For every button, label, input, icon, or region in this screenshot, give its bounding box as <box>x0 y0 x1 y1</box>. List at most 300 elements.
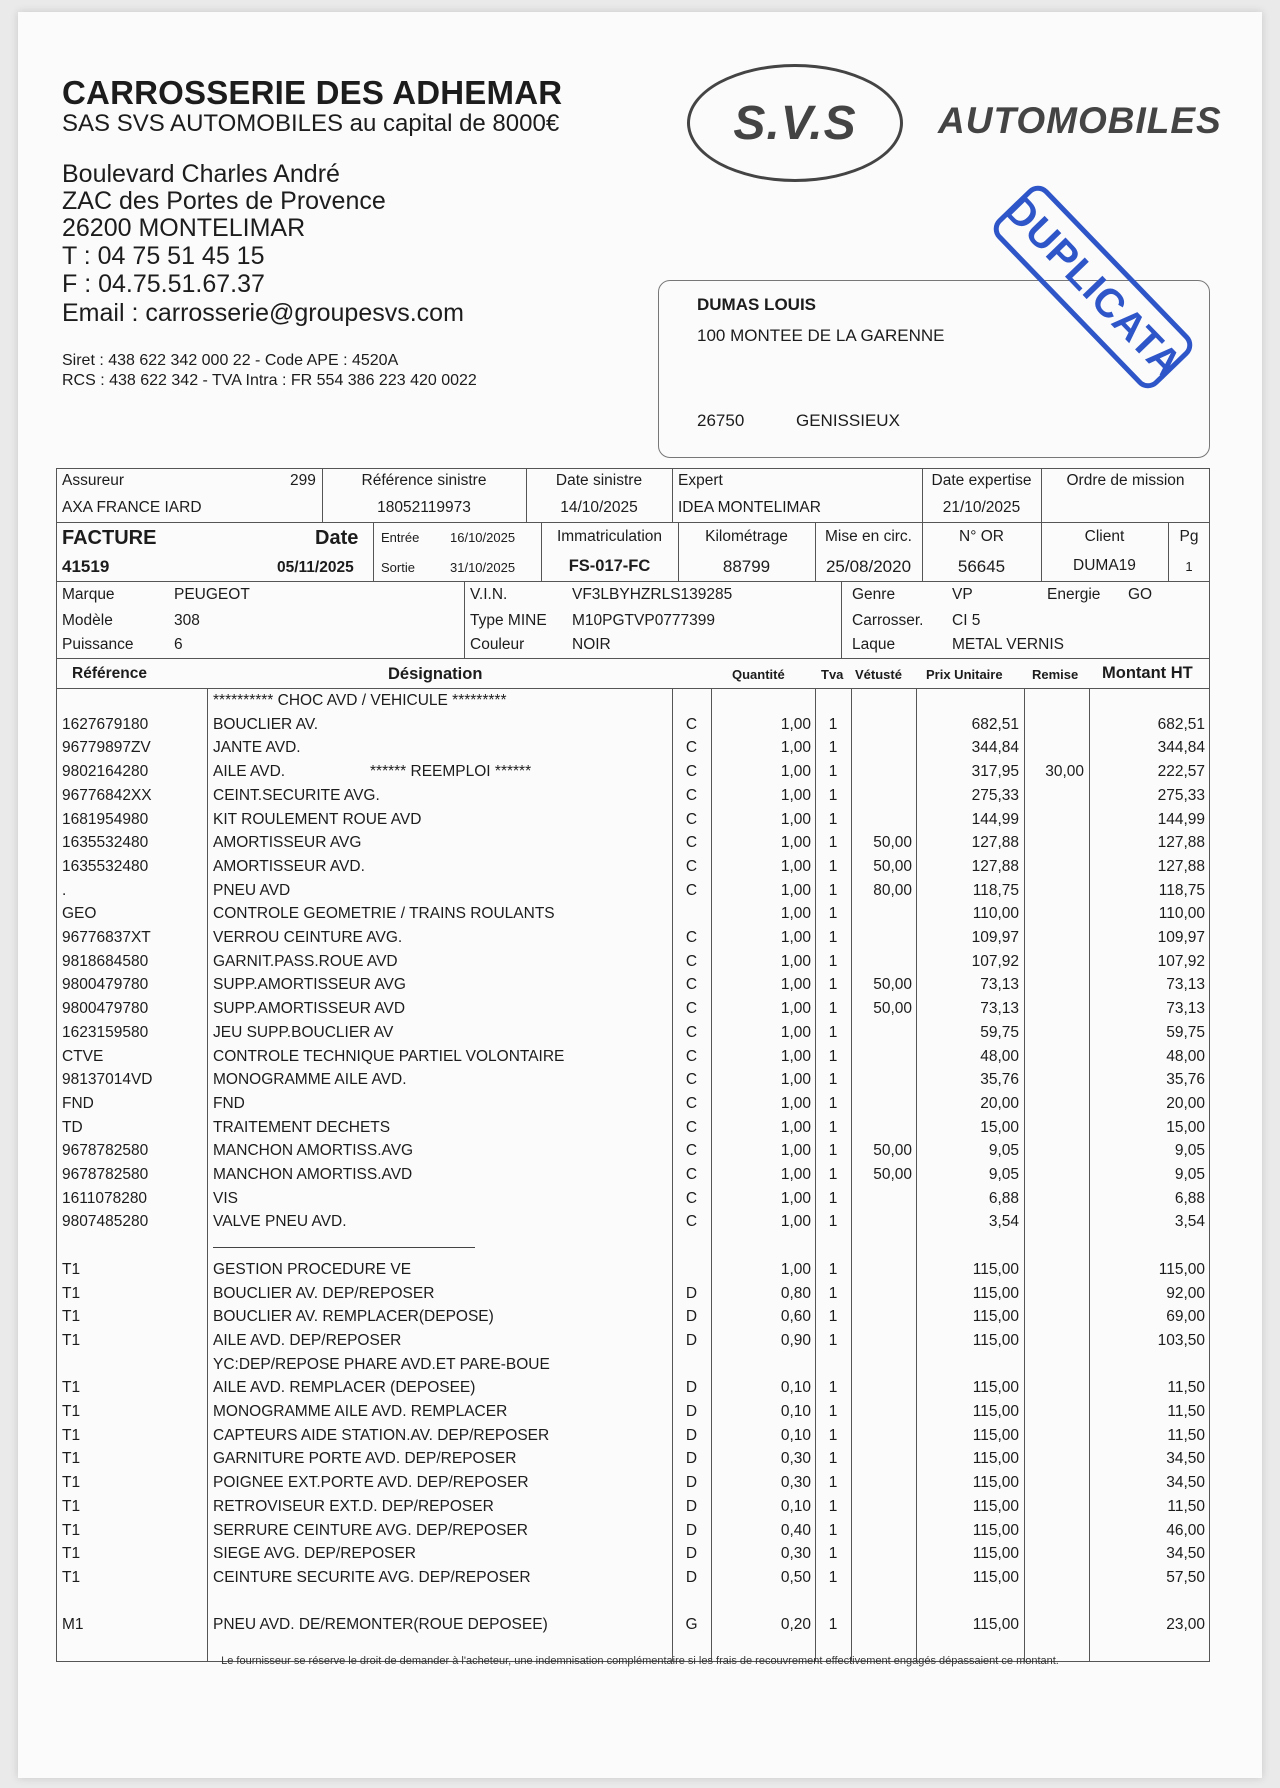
line-pu: 73,13 <box>980 976 1019 994</box>
line-tva: 1 <box>828 905 838 923</box>
date-expertise-label: Date expertise <box>931 472 1032 489</box>
line-des: SUPP.AMORTISSEUR AVD <box>213 1000 406 1018</box>
line-code: C <box>685 1118 698 1136</box>
puissance-value: 6 <box>174 636 183 653</box>
expert-value: IDEA MONTELIMAR <box>678 499 821 516</box>
line-code: C <box>685 1094 698 1112</box>
line-vet: 50,00 <box>873 1000 912 1018</box>
line-mt: 144,99 <box>1157 810 1205 828</box>
line-ref: 9678782580 <box>62 1142 149 1160</box>
mec-label: Mise en circ. <box>825 528 912 545</box>
line-pu: 59,75 <box>980 1023 1019 1041</box>
line-mt: 59,75 <box>1166 1023 1205 1041</box>
line-qty: 1,00 <box>780 1071 811 1089</box>
line-tva: 1 <box>828 1521 838 1539</box>
line-mt: 11,50 <box>1167 1403 1205 1420</box>
line-ref: T1 <box>62 1497 81 1515</box>
assureur-label: Assureur <box>62 472 125 489</box>
line-tva: 1 <box>828 1166 838 1183</box>
footer-note: Le fournisseur se réserve le droit de demander à l'acheteur, une indemnisation complémentaire si les frais de recouvrement effectivement engagés dépassaient ce montant. <box>221 1655 1059 1667</box>
line-tva: 1 <box>828 1426 838 1444</box>
line-qty: 0,10 <box>780 1426 811 1444</box>
expert-label: Expert <box>678 472 723 489</box>
svs-logo <box>687 64 903 182</box>
line-tva: 1 <box>828 1094 838 1112</box>
or-value: 56645 <box>957 557 1006 576</box>
line-mt: 11,50 <box>1167 1426 1205 1444</box>
line-code: G <box>685 1616 698 1634</box>
line-mt: 9,05 <box>1174 1142 1205 1160</box>
line-qty: 0,10 <box>780 1379 811 1397</box>
line-code: C <box>685 1047 698 1065</box>
company-rcs: RCS : 438 622 342 - TVA Intra : FR 554 386 223 420 0022 <box>62 372 477 389</box>
line-tva: 1 <box>828 1308 838 1326</box>
line-mt: 344,84 <box>1157 739 1205 757</box>
assureur-code: 299 <box>290 472 316 489</box>
line-qty: 0,10 <box>780 1403 811 1420</box>
line-pu: 115,00 <box>972 1521 1019 1539</box>
line-qty: 1,00 <box>780 810 811 828</box>
line-qty: 1,00 <box>780 1142 811 1160</box>
line-qty: 0,40 <box>780 1521 811 1539</box>
line-tva: 1 <box>828 1403 838 1420</box>
line-tva: 1 <box>828 1284 838 1302</box>
invoice-page <box>18 12 1262 1778</box>
line-tva: 1 <box>828 1142 838 1160</box>
logo-svs-text: S.V.S <box>733 96 857 150</box>
line-qty: 1,00 <box>780 1000 811 1018</box>
line-mt: 34,50 <box>1166 1545 1205 1563</box>
col-prix-unitaire: Prix Unitaire <box>926 667 1003 682</box>
line-mt: 34,50 <box>1166 1450 1205 1468</box>
line-pu: 127,88 <box>971 857 1019 875</box>
line-tva: 1 <box>828 1474 838 1492</box>
line-code: C <box>685 1023 698 1041</box>
line-vet: 50,00 <box>873 1142 912 1160</box>
laque-value: METAL VERNIS <box>952 636 1064 653</box>
col-designation: Désignation <box>388 665 483 683</box>
line-code: D <box>685 1450 698 1468</box>
line-des: CONTROLE TECHNIQUE PARTIEL VOLONTAIRE <box>213 1047 565 1065</box>
energie-label: Energie <box>1047 586 1101 603</box>
company-siret: Siret : 438 622 342 000 22 - Code APE : 4520A <box>62 352 399 369</box>
client-code-value: DUMA19 <box>1073 557 1136 574</box>
line-ref: 96776842XX <box>62 786 152 804</box>
line-code: D <box>685 1545 698 1563</box>
line-des: GARNIT.PASS.ROUE AVD <box>213 952 398 970</box>
line-pu: 115,00 <box>972 1616 1019 1634</box>
line-pu: 682,51 <box>971 715 1019 733</box>
line-ref: T1 <box>62 1426 81 1444</box>
line-pu: 115,00 <box>972 1379 1019 1397</box>
line-mt: 48,00 <box>1166 1047 1205 1065</box>
line-ref: 98137014VD <box>62 1071 153 1089</box>
line-tva: 1 <box>828 1450 838 1468</box>
line-des: JANTE AVD. <box>213 739 301 757</box>
line-tva: 1 <box>828 929 838 946</box>
line-code: D <box>685 1474 698 1492</box>
logo-automobiles-text: AUTOMOBILES <box>938 100 1222 141</box>
company-phone: T : 04 75 51 45 15 <box>62 242 265 270</box>
col-remise: Remise <box>1032 667 1079 682</box>
line-code: C <box>685 1142 698 1160</box>
line-tva: 1 <box>828 739 838 757</box>
line-mt: 46,00 <box>1166 1521 1205 1539</box>
line-tva: 1 <box>828 1497 838 1515</box>
line-des: GARNITURE PORTE AVD. DEP/REPOSER <box>213 1450 517 1468</box>
line-des: CEINTURE SECURITE AVG. DEP/REPOSER <box>213 1568 531 1586</box>
line-ref: CTVE <box>62 1047 104 1065</box>
line-ref: T1 <box>62 1284 81 1302</box>
line-vet: 50,00 <box>873 834 912 852</box>
invoice-date: 05/11/2025 <box>277 559 354 576</box>
line-pu: 115,00 <box>972 1545 1019 1563</box>
puissance-label: Puissance <box>62 636 134 653</box>
modele-label: Modèle <box>62 612 113 629</box>
line-qty: 1,00 <box>780 1260 811 1278</box>
line-ref: T1 <box>62 1568 81 1586</box>
line-mt: 9,05 <box>1174 1166 1205 1183</box>
line-tva: 1 <box>828 857 838 875</box>
line-ref: 96779897ZV <box>62 739 151 757</box>
line-rem: 30,00 <box>1045 763 1084 781</box>
stamp-text: DUPLICATA <box>996 187 1191 387</box>
line-pu: 6,88 <box>988 1189 1019 1207</box>
line-des: CAPTEURS AIDE STATION.AV. DEP/REPOSER <box>213 1426 550 1444</box>
genre-label: Genre <box>852 586 896 603</box>
line-mt: 92,00 <box>1166 1284 1205 1302</box>
company-address-2: ZAC des Portes de Provence <box>62 187 386 215</box>
line-qty: 1,00 <box>780 715 811 733</box>
client-code-label: Client <box>1084 528 1125 545</box>
line-code: D <box>685 1568 698 1586</box>
line-tva: 1 <box>828 1616 838 1634</box>
assureur-name: AXA FRANCE IARD <box>62 499 202 516</box>
line-code: C <box>685 881 698 899</box>
line-qty: 1,00 <box>780 976 811 994</box>
page-value: 1 <box>1185 559 1193 574</box>
line-ref: 9807485280 <box>62 1213 149 1231</box>
sortie-label: Sortie <box>381 560 415 575</box>
date-expertise-value: 21/10/2025 <box>942 499 1021 516</box>
line-code: C <box>685 857 698 875</box>
line-tva: 1 <box>828 763 838 781</box>
line-vet: 50,00 <box>873 976 912 994</box>
line-des: BOUCLIER AV. DEP/REPOSER <box>213 1284 435 1302</box>
entree-date: 16/10/2025 <box>450 530 516 545</box>
line-qty: 0,60 <box>780 1308 811 1326</box>
line-mt: 11,50 <box>1167 1497 1205 1515</box>
line-pu: 115,00 <box>972 1260 1019 1278</box>
line-mt: 15,00 <box>1166 1118 1205 1136</box>
couleur-label: Couleur <box>470 636 525 653</box>
line-mt: 682,51 <box>1157 715 1205 733</box>
line-des: PNEU AVD. DE/REMONTER(ROUE DEPOSEE) <box>213 1616 548 1634</box>
line-code: D <box>685 1497 698 1515</box>
line-qty: 0,90 <box>780 1331 811 1349</box>
marque-label: Marque <box>62 586 115 603</box>
line-code: C <box>685 834 698 852</box>
mine-label: Type MINE <box>470 612 547 629</box>
line-pu: 35,76 <box>980 1071 1019 1089</box>
date-sinistre-value: 14/10/2025 <box>560 499 638 516</box>
line-mt: 3,54 <box>1174 1213 1205 1231</box>
line-ref: 1681954980 <box>62 810 149 828</box>
line-tva: 1 <box>828 1047 838 1065</box>
line-pu: 3,54 <box>988 1213 1019 1231</box>
line-des: YC:DEP/REPOSE PHARE AVD.ET PARE-BOUE <box>213 1355 550 1373</box>
modele-value: 308 <box>174 612 200 629</box>
ordre-mission-label: Ordre de mission <box>1066 472 1185 489</box>
line-qty: 1,00 <box>780 739 811 757</box>
line-des: BOUCLIER AV. <box>213 715 319 733</box>
line-mt: 118,75 <box>1158 881 1205 899</box>
line-code: C <box>685 715 698 733</box>
line-qty: 0,20 <box>780 1616 811 1634</box>
line-pu: 115,00 <box>972 1497 1019 1515</box>
line-des: SERRURE CEINTURE AVG. DEP/REPOSER <box>213 1521 528 1539</box>
line-ref: 1611078280 <box>62 1189 148 1207</box>
line-des: JEU SUPP.BOUCLIER AV <box>213 1023 394 1041</box>
company-legal: SAS SVS AUTOMOBILES au capital de 8000€ <box>62 110 560 137</box>
line-qty: 1,00 <box>780 905 811 923</box>
col-tva: Tva <box>821 667 844 682</box>
date-label: Date <box>315 527 359 549</box>
vin-label: V.I.N. <box>470 586 508 603</box>
line-des: AMORTISSEUR AVD. <box>213 857 365 875</box>
date-sinistre-label: Date sinistre <box>555 472 643 489</box>
line-mt: 69,00 <box>1166 1308 1205 1326</box>
line-qty: 1,00 <box>780 1189 811 1207</box>
line-pu: 9,05 <box>988 1166 1019 1183</box>
line-tva: 1 <box>828 1260 838 1278</box>
line-mt: 275,33 <box>1157 786 1205 804</box>
line-tva: 1 <box>828 1071 838 1089</box>
line-vet: 50,00 <box>873 857 912 875</box>
line-ref: T1 <box>62 1403 81 1420</box>
km-value: 88799 <box>722 557 771 576</box>
line-tva: 1 <box>828 1545 838 1563</box>
col-vetuste: Vétusté <box>855 667 902 682</box>
line-qty: 0,30 <box>780 1450 811 1468</box>
line-ref: M1 <box>62 1616 84 1634</box>
line-mt: 73,13 <box>1166 1000 1205 1018</box>
line-qty: 1,00 <box>780 1023 811 1041</box>
line-qty: 0,30 <box>780 1545 811 1563</box>
mine-value: M10PGTVP0777399 <box>572 612 716 629</box>
line-code: C <box>685 786 698 804</box>
line-qty: 0,50 <box>780 1568 811 1586</box>
line-ref: T1 <box>62 1545 81 1563</box>
line-des: AMORTISSEUR AVG <box>213 834 362 852</box>
line-pu: 48,00 <box>980 1047 1019 1065</box>
line-pu: 115,00 <box>972 1474 1019 1492</box>
line-code: D <box>685 1331 698 1349</box>
facture-label: FACTURE <box>62 527 157 549</box>
line-des: RETROVISEUR EXT.D. DEP/REPOSER <box>213 1497 494 1515</box>
line-tva: 1 <box>828 1331 838 1349</box>
line-mt: 35,76 <box>1166 1071 1205 1089</box>
client-name: DUMAS LOUIS <box>697 295 816 314</box>
or-label: N° OR <box>959 528 1004 545</box>
line-pu: 115,00 <box>972 1331 1019 1349</box>
line-ref: 1635532480 <box>62 857 149 875</box>
line-pu: 73,13 <box>980 1000 1019 1018</box>
company-address-1: Boulevard Charles André <box>62 160 340 188</box>
line-tva: 1 <box>828 1118 838 1136</box>
line-des: AILE AVD. <box>213 763 286 781</box>
line-code: C <box>685 1213 698 1231</box>
line-tva: 1 <box>828 1023 838 1041</box>
line-pu: 115,00 <box>972 1284 1019 1302</box>
line-qty: 1,00 <box>780 834 811 852</box>
line-des: VALVE PNEU AVD. <box>213 1213 347 1231</box>
line-ref: T1 <box>62 1521 81 1539</box>
line-des: AILE AVD. REMPLACER (DEPOSEE) <box>213 1379 476 1397</box>
immat-value: FS-017-FC <box>568 557 651 575</box>
line-pu: 15,00 <box>980 1118 1019 1136</box>
line-ref: 9818684580 <box>62 952 149 970</box>
line-tva: 1 <box>828 834 838 852</box>
line-qty: 1,00 <box>780 1118 811 1136</box>
line-ref: FND <box>62 1094 94 1112</box>
line-des: BOUCLIER AV. REMPLACER(DEPOSE) <box>213 1308 494 1326</box>
client-postcode: 26750 <box>697 411 745 430</box>
line-tva: 1 <box>828 1568 838 1586</box>
line-mt: 107,92 <box>1157 952 1205 970</box>
line-des: MONOGRAMME AILE AVD. REMPLACER <box>213 1403 508 1420</box>
line-mt: 127,88 <box>1157 857 1205 875</box>
sortie-date: 31/10/2025 <box>450 560 516 575</box>
entree-label: Entrée <box>381 530 420 545</box>
line-qty: 1,00 <box>780 1166 811 1183</box>
line-des: GESTION PROCEDURE VE <box>213 1260 412 1278</box>
laque-label: Laque <box>852 636 896 653</box>
line-vet: 80,00 <box>873 881 912 899</box>
immat-label: Immatriculation <box>556 528 663 545</box>
line-pu: 115,00 <box>972 1308 1019 1326</box>
line-ref: 9678782580 <box>62 1166 149 1183</box>
line-qty: 1,00 <box>780 929 811 946</box>
vin-value: VF3LBYHZRLS139285 <box>572 586 733 603</box>
line-pu: 275,33 <box>971 786 1019 804</box>
line-des: CEINT.SECURITE AVG. <box>213 786 380 804</box>
line-tva: 1 <box>828 715 838 733</box>
line-ref: T1 <box>62 1379 81 1397</box>
line-des: MONOGRAMME AILE AVD. <box>213 1071 407 1089</box>
line-pu: 115,00 <box>972 1568 1019 1586</box>
marque-value: PEUGEOT <box>174 586 250 603</box>
energie-value: GO <box>1128 586 1153 603</box>
km-label: Kilométrage <box>705 528 788 545</box>
line-mt: 115,00 <box>1158 1260 1205 1278</box>
line-tva: 1 <box>828 976 838 994</box>
line-code: D <box>685 1284 698 1302</box>
line-tva: 1 <box>828 1379 838 1397</box>
carrosser-value: CI 5 <box>952 612 981 629</box>
line-mt: 23,00 <box>1166 1616 1205 1634</box>
col-quantite: Quantité <box>732 667 785 682</box>
line-code: C <box>685 763 698 781</box>
line-mt: 73,13 <box>1166 976 1205 994</box>
line-mt: 57,50 <box>1166 1568 1205 1586</box>
line-ref: T1 <box>62 1260 81 1278</box>
line-pu: 109,97 <box>971 929 1019 946</box>
line-des: SIEGE AVG. DEP/REPOSER <box>213 1545 416 1563</box>
line-pu: 118,75 <box>972 881 1019 899</box>
line-mt: 109,97 <box>1157 929 1205 946</box>
ref-sinistre-value: 18052119973 <box>377 499 471 516</box>
line-ref: 1623159580 <box>62 1023 149 1041</box>
line-des: MANCHON AMORTISS.AVD <box>213 1166 413 1183</box>
line-pu: 9,05 <box>988 1142 1019 1160</box>
line-des: SUPP.AMORTISSEUR AVG <box>213 976 406 994</box>
company-name: CARROSSERIE DES ADHEMAR <box>62 74 563 111</box>
line-ref: 1635532480 <box>62 834 149 852</box>
line-des: VERROU CEINTURE AVG. <box>213 929 403 946</box>
line-des: KIT ROULEMENT ROUE AVD <box>213 810 422 828</box>
line-qty: 1,00 <box>780 857 811 875</box>
line-des: CONTROLE GEOMETRIE / TRAINS ROULANTS <box>213 905 555 923</box>
line-pu: 20,00 <box>980 1094 1019 1112</box>
company-email: Email : carrosserie@groupesvs.com <box>62 299 464 327</box>
line-note: ****** REEMPLOI ****** <box>370 763 532 781</box>
line-mt: 103,50 <box>1157 1331 1205 1349</box>
line-code: D <box>685 1403 698 1420</box>
client-street: 100 MONTEE DE LA GARENNE <box>697 326 945 345</box>
line-mt: 6,88 <box>1174 1189 1205 1207</box>
line-code: D <box>685 1308 698 1326</box>
line-tva: 1 <box>828 1213 838 1231</box>
line-code: C <box>685 1000 698 1018</box>
line-code: C <box>685 1071 698 1089</box>
line-ref: 9802164280 <box>62 763 149 781</box>
page-label: Pg <box>1179 528 1199 545</box>
line-ref: 9800479780 <box>62 1000 149 1018</box>
line-ref: 9800479780 <box>62 976 149 994</box>
line-des: MANCHON AMORTISS.AVG <box>213 1142 414 1160</box>
line-des: FND <box>213 1094 245 1112</box>
genre-value: VP <box>952 586 973 603</box>
line-code: C <box>685 810 698 828</box>
line-tva: 1 <box>828 1189 838 1207</box>
line-qty: 0,10 <box>780 1497 811 1515</box>
line-pu: 115,00 <box>972 1403 1019 1420</box>
line-code: D <box>685 1379 698 1397</box>
line-des: AILE AVD. DEP/REPOSER <box>213 1331 402 1349</box>
carrosser-label: Carrosser. <box>852 612 924 629</box>
line-ref: T1 <box>62 1331 81 1349</box>
line-pu: 344,84 <box>971 739 1019 757</box>
line-des: PNEU AVD <box>213 881 291 899</box>
line-pu: 110,00 <box>972 905 1019 923</box>
line-des: TRAITEMENT DECHETS <box>213 1118 391 1136</box>
line-qty: 0,30 <box>780 1474 811 1492</box>
line-qty: 1,00 <box>780 786 811 804</box>
line-ref: 96776837XT <box>62 929 151 946</box>
line-mt: 11,50 <box>1167 1379 1205 1397</box>
line-code: C <box>685 929 698 946</box>
line-code: D <box>685 1521 698 1539</box>
line-qty: 1,00 <box>780 881 811 899</box>
company-fax: F : 04.75.51.67.37 <box>62 270 265 298</box>
line-des: POIGNEE EXT.PORTE AVD. DEP/REPOSER <box>213 1474 529 1492</box>
line-pu: 115,00 <box>972 1426 1019 1444</box>
line-qty: 1,00 <box>780 1213 811 1231</box>
section-separator <box>213 1247 475 1248</box>
line-tva: 1 <box>828 952 838 970</box>
line-tva: 1 <box>828 1000 838 1018</box>
